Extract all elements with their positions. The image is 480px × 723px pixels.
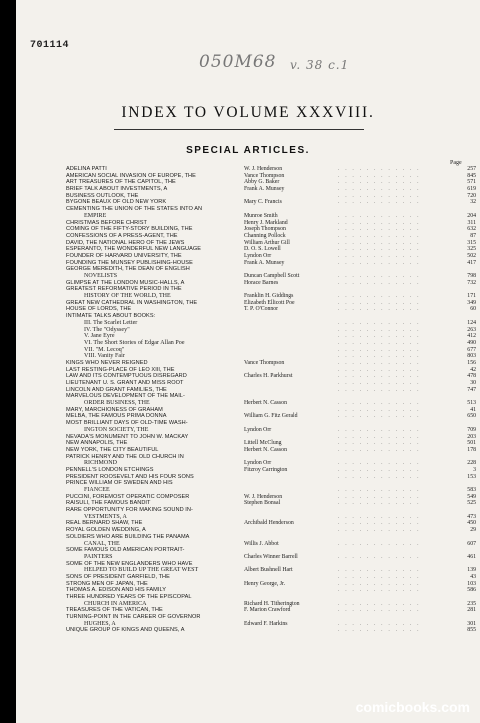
entry-title: FOUNDING THE MUNSEY PUBLISHING-HOUSE xyxy=(66,259,193,266)
handwritten-call-number: 050M68 xyxy=(199,52,277,72)
index-entry xyxy=(66,313,478,320)
entry-author: Horace Barnes xyxy=(244,279,279,286)
index-entry xyxy=(66,527,478,534)
entry-title: NEW YORK, THE CITY BEAUTIFUL xyxy=(66,446,159,453)
entry-page: 412 xyxy=(467,333,476,340)
dot-leader: . . . . . . . . . . . . xyxy=(338,500,421,507)
entry-author: Abby G. Baker xyxy=(244,179,280,186)
index-entry xyxy=(66,179,478,186)
index-entry xyxy=(66,387,478,394)
dot-leader: . . . . . . . . . . . . xyxy=(338,520,421,527)
dot-leader: . . . . . . . . . . . . xyxy=(338,380,421,386)
index-entry xyxy=(66,360,478,367)
entry-author: Charles Winner Barrell xyxy=(244,553,298,560)
dot-leader: . . . . . . . . . . . . xyxy=(338,607,421,614)
entry-title: VI. The Short Stories of Edgar Allan Poe xyxy=(84,339,185,346)
entry-title: BUSINESS OUTLOOK, THE xyxy=(66,192,139,199)
entry-title: MOST BRILLIANT DAYS OF OLD-TIME WASH- xyxy=(66,420,188,427)
entry-title: BRIEF TALK ABOUT INVESTMENTS, A xyxy=(66,186,168,193)
entry-title: HOUSE OF LORDS, THE xyxy=(66,306,132,313)
entry-page: 3 xyxy=(473,466,476,473)
dot-leader: . . . . . . . . . . . . xyxy=(338,513,421,520)
entry-title: TREASURES OF THE VATICAN, THE xyxy=(66,607,163,614)
dot-leader: . . . . . . . . . . . . xyxy=(338,400,421,407)
entry-page: 139 xyxy=(467,567,476,574)
entry-title: GREATEST REFORMATIVE PERIOD IN THE xyxy=(66,286,182,293)
entry-author: Duncan Campbell Scott xyxy=(244,273,300,279)
index-entry xyxy=(66,400,478,407)
entry-title: PATRICK HENRY AND THE OLD CHURCH IN xyxy=(66,453,184,460)
entry-page: 349 xyxy=(467,299,476,306)
index-entry xyxy=(66,547,478,554)
entry-title: MELBA, THE FAMOUS PRIMA DONNA xyxy=(66,413,167,420)
entry-title: PAINTERS xyxy=(84,553,113,560)
dot-leader: . . . . . . . . . . . . xyxy=(338,600,421,607)
entry-title: LIEUTENANT U. S. GRANT AND MISS ROOT xyxy=(66,380,184,386)
dot-leader: . . . . . . . . . . . . xyxy=(338,527,421,534)
index-entry xyxy=(66,541,478,548)
entry-author: Herbert N. Casson xyxy=(244,446,287,453)
entry-title: ESPERANTO, THE WONDERFUL NEW LANGUAGE xyxy=(66,246,202,253)
entry-page: 619 xyxy=(467,186,476,193)
dot-leader: . . . . . . . . . . . . xyxy=(338,212,421,219)
index-entry xyxy=(66,233,478,240)
entry-title: VII. "M. Lecoq" xyxy=(84,346,125,353)
index-entry xyxy=(66,427,478,434)
index-entry xyxy=(66,293,478,300)
entry-page: 855 xyxy=(467,627,476,634)
index-entry xyxy=(66,500,478,507)
dot-leader: . . . . . . . . . . . . xyxy=(338,413,421,420)
entry-page: 513 xyxy=(467,400,476,407)
entry-title: V. Jane Eyre xyxy=(84,333,115,340)
entry-title: AMERICAN SOCIAL INVASION OF EUROPE, THE xyxy=(66,172,196,179)
dot-leader: . . . . . . . . . . . . xyxy=(338,239,421,246)
index-entry xyxy=(66,413,478,420)
dot-leader: . . . . . . . . . . . . xyxy=(338,487,421,493)
entry-author: William G. Fitz Gerald xyxy=(244,413,298,420)
entry-author: Channing Pollock xyxy=(244,232,286,239)
index-entry xyxy=(66,614,478,621)
entry-title: ROYAL GOLDEN WEDDING, A xyxy=(66,527,146,534)
entry-title: ART TREASURES OF THE CAPITOL, THE xyxy=(66,179,176,186)
dot-leader: . . . . . . . . . . . . xyxy=(338,279,421,286)
entry-author: Frank A. Munsey xyxy=(244,259,285,266)
entry-title: INGTON SOCIETY, THE xyxy=(84,426,149,433)
entry-title: GREAT NEW CATHEDRAL IN WASHINGTON, THE xyxy=(66,299,198,306)
dot-leader: . . . . . . . . . . . . xyxy=(338,346,421,353)
entry-author: D. O. S. Lowell xyxy=(244,246,281,253)
entry-author: William Arthur Gill xyxy=(244,239,290,246)
entry-title: HISTORY OF THE WORLD, THE xyxy=(84,293,171,300)
entry-title: HELPED TO BUILD UP THE GREAT WEST xyxy=(84,567,199,574)
entry-author: Elizabeth Ellicott Poe xyxy=(244,299,295,306)
index-entry xyxy=(66,474,478,481)
index-entry xyxy=(66,327,478,334)
index-page xyxy=(16,0,480,723)
index-entry xyxy=(66,627,478,634)
dot-leader: . . . . . . . . . . . . xyxy=(338,166,421,172)
dot-leader: . . . . . . . . . . . . xyxy=(338,573,421,580)
dot-leader: . . . . . . . . . . . . xyxy=(338,192,421,199)
entry-page: 178 xyxy=(467,446,476,453)
entry-page: 732 xyxy=(467,279,476,286)
entry-title: PRESIDENT ROOSEVELT AND HIS FOUR SONS xyxy=(66,473,194,480)
entry-page: 153 xyxy=(467,473,476,480)
index-entry xyxy=(66,407,478,414)
index-entry xyxy=(66,300,478,307)
dot-leader: . . . . . . . . . . . . xyxy=(338,273,421,279)
dot-leader: . . . . . . . . . . . . xyxy=(338,460,421,467)
entry-title: CEMENTING THE UNION OF THE STATES INTO AN xyxy=(66,206,203,213)
index-entry xyxy=(66,520,478,527)
entry-title: NEVADA'S MONUMENT TO JOHN W. MACKAY xyxy=(66,433,189,440)
entry-page: 709 xyxy=(467,426,476,433)
entry-title: ADELINA PATTI xyxy=(66,166,107,172)
entry-title: CONFESSIONS OF A PRESS-AGENT, THE xyxy=(66,232,178,239)
dot-leader: . . . . . . . . . . . . xyxy=(338,259,421,266)
entry-author: Franklin H. Giddings xyxy=(244,293,294,300)
dot-leader: . . . . . . . . . . . . xyxy=(338,440,421,447)
entry-page: 263 xyxy=(467,326,476,333)
entry-title: PRINCE WILLIAM OF SWEDEN AND HIS xyxy=(66,480,173,487)
entry-page: 798 xyxy=(467,273,476,279)
entry-title: HUGHES, A xyxy=(84,620,116,627)
entry-page: 607 xyxy=(467,540,476,547)
entry-page: 632 xyxy=(467,226,476,233)
index-entry xyxy=(66,514,478,521)
dot-leader: . . . . . . . . . . . . xyxy=(338,333,421,340)
dot-leader: . . . . . . . . . . . . xyxy=(338,386,421,393)
entry-title: MARVELOUS DEVELOPMENT OF THE MAIL- xyxy=(66,393,185,400)
index-entry xyxy=(66,467,478,474)
index-entry xyxy=(66,434,478,441)
index-entry xyxy=(66,393,478,400)
section-heading: SPECIAL ARTICLES. xyxy=(186,145,310,156)
index-entry xyxy=(66,286,478,293)
entry-title: CHURCH IN AMERICA xyxy=(84,600,147,607)
dot-leader: . . . . . . . . . . . . xyxy=(338,219,421,226)
index-entry xyxy=(66,581,478,588)
entry-page: 281 xyxy=(467,607,476,614)
entry-title: MARY, MARCHIONESS OF GRAHAM xyxy=(66,406,163,413)
dot-leader: . . . . . . . . . . . . xyxy=(338,306,421,313)
dot-leader: . . . . . . . . . . . . xyxy=(338,199,421,206)
entry-author: Albert Bushnell Hart xyxy=(244,567,293,574)
dot-leader: . . . . . . . . . . . . xyxy=(338,226,421,233)
entry-page: 747 xyxy=(467,386,476,393)
entry-author: Stephen Bonsal xyxy=(244,500,281,507)
dot-leader: . . . . . . . . . . . . xyxy=(338,252,421,259)
index-entry xyxy=(66,480,478,487)
entry-page: 650 xyxy=(467,413,476,420)
entry-title: SOLDIERS WHO ARE BUILDING THE PANAMA xyxy=(66,533,190,540)
index-entry xyxy=(66,454,478,461)
index-entry xyxy=(66,213,478,220)
entry-page: 525 xyxy=(467,500,476,507)
entry-page: 29 xyxy=(470,527,476,534)
entry-author: Herbert N. Casson xyxy=(244,400,287,407)
entry-title: NOVELISTS xyxy=(84,273,118,279)
entry-title: RICHMOND xyxy=(84,460,118,467)
entry-page: 461 xyxy=(467,553,476,560)
index-entry xyxy=(66,567,478,574)
handwritten-volume-note: v. 38 c.1 xyxy=(290,58,350,72)
dot-leader: . . . . . . . . . . . . xyxy=(338,567,421,574)
dot-leader: . . . . . . . . . . . . xyxy=(338,366,421,373)
index-entry xyxy=(66,173,478,180)
index-entry xyxy=(66,534,478,541)
entry-title: THOMAS A. EDISON AND HIS FAMILY xyxy=(66,587,166,594)
index-entry xyxy=(66,193,478,200)
index-entry xyxy=(66,226,478,233)
index-entry xyxy=(66,507,478,514)
entry-page: 720 xyxy=(467,192,476,199)
index-entry xyxy=(66,260,478,267)
entry-author: Mary C. Francis xyxy=(244,199,282,206)
entry-page: 803 xyxy=(467,353,476,360)
dot-leader: . . . . . . . . . . . . xyxy=(338,246,421,253)
index-entry xyxy=(66,199,478,206)
dot-leader: . . . . . . . . . . . . xyxy=(338,426,421,433)
index-entry xyxy=(66,587,478,594)
watermark: comicbooks.com xyxy=(355,699,470,715)
entry-author: W. J. Henderson xyxy=(244,493,283,500)
dot-leader: . . . . . . . . . . . . xyxy=(338,446,421,453)
entry-title: FOUNDER OF HARVARD UNIVERSITY, THE xyxy=(66,252,182,259)
index-entry xyxy=(66,367,478,374)
entry-page: 501 xyxy=(467,440,476,447)
entry-title: PUCCINI, FOREMOST OPERATIC COMPOSER xyxy=(66,493,190,500)
entry-title: VESTMENTS, A xyxy=(84,513,127,520)
entry-title: STRONG MEN OF JAPAN, THE xyxy=(66,580,148,587)
dot-leader: . . . . . . . . . . . . xyxy=(338,627,421,634)
index-entry xyxy=(66,266,478,273)
entry-page: 845 xyxy=(467,172,476,179)
entry-title: GLIMPSE AT THE LONDON MUSIC-HALLS, A xyxy=(66,279,185,286)
entry-author: F. Marion Crawford xyxy=(244,607,291,614)
dot-leader: . . . . . . . . . . . . xyxy=(338,232,421,239)
entry-author: W. J. Henderson xyxy=(244,166,283,172)
dot-leader: . . . . . . . . . . . . xyxy=(338,620,421,627)
index-entry xyxy=(66,166,478,173)
entry-page: 586 xyxy=(467,587,476,594)
index-entry xyxy=(66,220,478,227)
dot-leader: . . . . . . . . . . . . xyxy=(338,319,421,326)
entry-title: VIII. Vanity Fair xyxy=(84,353,125,360)
entry-page: 583 xyxy=(467,487,476,493)
index-entry xyxy=(66,380,478,387)
entry-title: LAST RESTING-PLACE OF LEO XIII, THE xyxy=(66,366,175,373)
entry-page: 677 xyxy=(467,346,476,353)
entry-title: EMPIRE xyxy=(84,212,107,219)
entry-author: Lyndon Orr xyxy=(244,252,272,259)
entry-page: 87 xyxy=(470,232,476,239)
entry-page: 42 xyxy=(470,366,476,373)
entry-page: 43 xyxy=(470,573,476,580)
entry-author: Vance Thompson xyxy=(244,359,285,366)
index-entry xyxy=(66,440,478,447)
index-entry xyxy=(66,554,478,561)
dot-leader: . . . . . . . . . . . . xyxy=(338,326,421,333)
index-entry xyxy=(66,333,478,340)
entry-page: 450 xyxy=(467,520,476,527)
entry-page: 41 xyxy=(470,406,476,413)
index-entry xyxy=(66,594,478,601)
entry-page: 325 xyxy=(467,246,476,253)
dot-leader: . . . . . . . . . . . . xyxy=(338,359,421,366)
entry-page: 103 xyxy=(467,580,476,587)
entry-title: IV. The "Odyssey" xyxy=(84,326,130,333)
dot-leader: . . . . . . . . . . . . xyxy=(338,373,421,380)
index-entries xyxy=(66,166,478,634)
entry-page: 32 xyxy=(470,199,476,206)
dot-leader: . . . . . . . . . . . . xyxy=(338,553,421,560)
dot-leader: . . . . . . . . . . . . xyxy=(338,587,421,594)
entry-page: 473 xyxy=(467,513,476,520)
dot-leader: . . . . . . . . . . . . xyxy=(338,179,421,186)
entry-title: CHRISTMAS BEFORE CHRIST xyxy=(66,219,148,226)
entry-title: INTIMATE TALKS ABOUT BOOKS: xyxy=(66,313,156,320)
index-entry xyxy=(66,240,478,247)
entry-page: 171 xyxy=(467,293,476,300)
page-title: INDEX TO VOLUME XXXVIII. xyxy=(121,104,375,121)
entry-title: COMING OF THE FIFTY-STORY BUILDING, THE xyxy=(66,226,193,233)
index-entry xyxy=(66,494,478,501)
entry-page: 124 xyxy=(467,319,476,326)
dot-leader: . . . . . . . . . . . . xyxy=(338,293,421,300)
index-entry xyxy=(66,574,478,581)
entry-page: 311 xyxy=(467,219,476,226)
entry-page: 30 xyxy=(470,380,476,386)
entry-page: 549 xyxy=(467,493,476,500)
dot-leader: . . . . . . . . . . . . xyxy=(338,406,421,413)
index-entry xyxy=(66,246,478,253)
entry-page: 235 xyxy=(467,600,476,607)
entry-author: Charles H. Parkhurst xyxy=(244,373,293,380)
entry-title: RARE OPPORTUNITY FOR MAKING SOUND IN- xyxy=(66,507,193,514)
dot-leader: . . . . . . . . . . . . xyxy=(338,580,421,587)
entry-title: LINCOLN AND GRANT FAMILIES, THE xyxy=(66,386,167,393)
dot-leader: . . . . . . . . . . . . xyxy=(338,339,421,346)
entry-author: Lyndon Orr xyxy=(244,426,272,433)
index-entry xyxy=(66,320,478,327)
entry-title: GEORGE MEREDITH, THE DEAN OF ENGLISH xyxy=(66,266,190,273)
entry-page: 257 xyxy=(467,166,476,172)
dot-leader: . . . . . . . . . . . . xyxy=(338,473,421,480)
entry-page: 203 xyxy=(467,433,476,440)
entry-title: NEW ANNAPOLIS, THE xyxy=(66,440,128,447)
index-entry xyxy=(66,447,478,454)
entry-title: BYGONE BEAUX OF OLD NEW YORK xyxy=(66,199,167,206)
entry-author: Littell McClung xyxy=(244,440,282,447)
entry-author: Archibald Henderson xyxy=(244,520,294,527)
entry-page: 315 xyxy=(467,239,476,246)
entry-title: THREE HUNDRED YEARS OF THE EPISCOPAL xyxy=(66,594,192,600)
entry-author: T. P. O'Connor xyxy=(244,306,279,313)
entry-page: 156 xyxy=(467,359,476,366)
library-stamp-number: 701114 xyxy=(30,40,70,51)
index-entry xyxy=(66,487,478,494)
entry-page: 490 xyxy=(467,339,476,346)
index-entry xyxy=(66,420,478,427)
entry-author: Willis J. Abbot xyxy=(244,540,279,547)
dot-leader: . . . . . . . . . . . . xyxy=(338,353,421,360)
entry-title: III. The Scarlet Letter xyxy=(84,319,138,326)
dot-leader: . . . . . . . . . . . . xyxy=(338,466,421,473)
entry-page: 301 xyxy=(467,620,476,627)
entry-title: CANAL, THE xyxy=(84,540,120,547)
index-entry xyxy=(66,621,478,628)
index-entry xyxy=(66,460,478,467)
entry-author: Lyndon Orr xyxy=(244,460,272,467)
entry-title: DAVID, THE NATIONAL HERO OF THE JEWS xyxy=(66,239,185,246)
entry-author: Henry J. Markland xyxy=(244,219,288,226)
entry-page: 60 xyxy=(470,306,476,313)
index-entry xyxy=(66,306,478,313)
entry-title: KINGS WHO NEVER REIGNED xyxy=(66,359,148,366)
entry-title: REAL BERNARD SHAW, THE xyxy=(66,520,143,527)
entry-author: Joseph Thompson xyxy=(244,226,286,233)
entry-title: FIANCEE xyxy=(84,487,110,493)
index-entry xyxy=(66,373,478,380)
entry-page: 417 xyxy=(467,259,476,266)
entry-author: Henry George, Jr. xyxy=(244,580,286,587)
entry-author: Frank A. Munsey xyxy=(244,186,285,193)
entry-author: Munroe Smith xyxy=(244,212,278,219)
index-entry xyxy=(66,280,478,287)
dot-leader: . . . . . . . . . . . . xyxy=(338,540,421,547)
dot-leader: . . . . . . . . . . . . xyxy=(338,433,421,440)
entry-title: PENNELL'S LONDON ETCHINGS xyxy=(66,466,154,473)
entry-page: 228 xyxy=(467,460,476,467)
entry-title: LAW AND ITS CONTEMPTUOUS DISREGARD xyxy=(66,373,187,380)
entry-title: UNIQUE GROUP OF KINGS AND QUEENS, A xyxy=(66,627,185,634)
entry-title: RAISULI, THE FAMOUS BANDIT xyxy=(66,500,151,507)
title-rule xyxy=(114,129,364,130)
entry-title: TURNING-POINT IN THE CAREER OF GOVERNOR xyxy=(66,614,201,621)
index-entry xyxy=(66,353,478,360)
index-entry xyxy=(66,253,478,260)
entry-title: SOME OF THE NEW ENGLANDERS WHO HAVE xyxy=(66,560,193,567)
entry-title: ORDER BUSINESS, THE xyxy=(84,400,150,407)
index-entry xyxy=(66,273,478,280)
entry-page: 502 xyxy=(467,252,476,259)
index-entry xyxy=(66,347,478,354)
entry-author: Richard H. Titherington xyxy=(244,600,300,607)
dot-leader: . . . . . . . . . . . . xyxy=(338,299,421,306)
entry-author: Fitzroy Carrington xyxy=(244,466,288,473)
index-entry xyxy=(66,206,478,213)
entry-page: 571 xyxy=(467,179,476,186)
entry-author: Edward F. Harkins xyxy=(244,620,288,627)
index-entry xyxy=(66,561,478,568)
index-entry xyxy=(66,607,478,614)
entry-title: SONS OF PRESIDENT GARFIELD, THE xyxy=(66,573,170,580)
entry-page: 204 xyxy=(467,212,476,219)
dot-leader: . . . . . . . . . . . . xyxy=(338,186,421,193)
entry-author: Vance Thompson xyxy=(244,172,285,179)
page-column-header: Page xyxy=(450,160,462,166)
index-entry xyxy=(66,186,478,193)
dot-leader: . . . . . . . . . . . . xyxy=(338,493,421,500)
entry-title: SOME FAMOUS OLD AMERICAN PORTRAIT- xyxy=(66,547,185,554)
dot-leader: . . . . . . . . . . . . xyxy=(338,172,421,179)
entry-page: 478 xyxy=(467,373,476,380)
index-entry xyxy=(66,340,478,347)
